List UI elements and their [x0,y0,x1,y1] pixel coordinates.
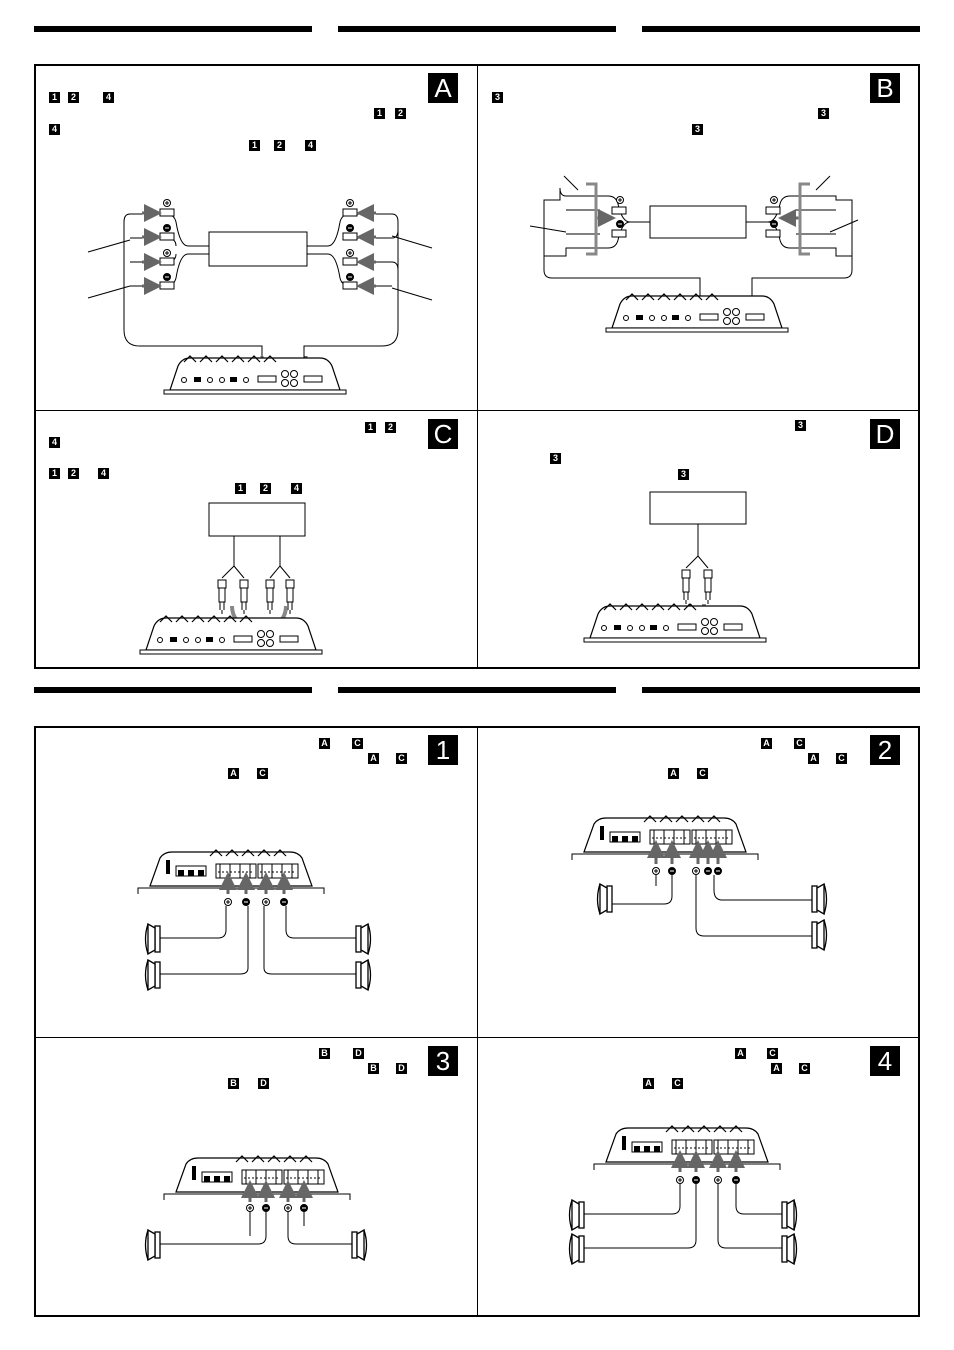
panel-letter-c: C [428,419,458,449]
marker: 2 [260,483,271,494]
marker: C [836,753,847,764]
marker: A [735,1048,746,1059]
marker: A [368,753,379,764]
panel-1-diagram [138,850,371,990]
marker: 4 [49,124,60,135]
panel-letter-b: B [870,73,900,103]
panel-3-diagram [146,1156,367,1260]
marker: C [697,768,708,779]
marker: 4 [98,468,109,479]
marker: 2 [395,108,406,119]
marker: C [767,1048,778,1059]
marker: 3 [550,453,561,464]
panel-d-diagram [584,492,766,642]
marker: 1 [249,140,260,151]
marker: 3 [678,469,689,480]
panel-letter-a: A [428,73,458,103]
marker: 3 [795,420,806,431]
marker: 2 [68,468,79,479]
marker: 4 [305,140,316,151]
marker: A [228,768,239,779]
marker: B [228,1078,239,1089]
marker: 1 [235,483,246,494]
marker: 1 [49,468,60,479]
marker: 1 [374,108,385,119]
panel-b-diagram [530,176,858,332]
marker: A [808,753,819,764]
marker: 2 [274,140,285,151]
marker: 3 [692,124,703,135]
marker: D [258,1078,269,1089]
marker: C [672,1078,683,1089]
marker: D [353,1048,364,1059]
marker: C [257,768,268,779]
panel-number-2: 2 [870,735,900,765]
panel-number-4: 4 [870,1046,900,1076]
marker: 3 [492,92,503,103]
marker: A [761,738,772,749]
marker: 3 [818,108,829,119]
panel-4-diagram [570,1126,797,1264]
panel-number-3: 3 [428,1046,458,1076]
marker: D [396,1063,407,1074]
marker: A [319,738,330,749]
marker: 1 [49,92,60,103]
panel-2-diagram [572,816,827,950]
marker: A [668,768,679,779]
panel-c-diagram [140,503,322,654]
marker: 4 [49,437,60,448]
marker: B [319,1048,330,1059]
marker: 1 [365,422,376,433]
marker: 2 [68,92,79,103]
marker: 4 [291,483,302,494]
panel-letter-d: D [870,419,900,449]
marker: A [643,1078,654,1089]
marker: 2 [385,422,396,433]
marker: B [368,1063,379,1074]
marker: C [352,738,363,749]
marker: A [771,1063,782,1074]
panel-number-1: 1 [428,735,458,765]
marker: C [799,1063,810,1074]
panel-a-diagram [88,200,432,395]
marker: 4 [103,92,114,103]
marker: C [396,753,407,764]
marker: C [794,738,805,749]
